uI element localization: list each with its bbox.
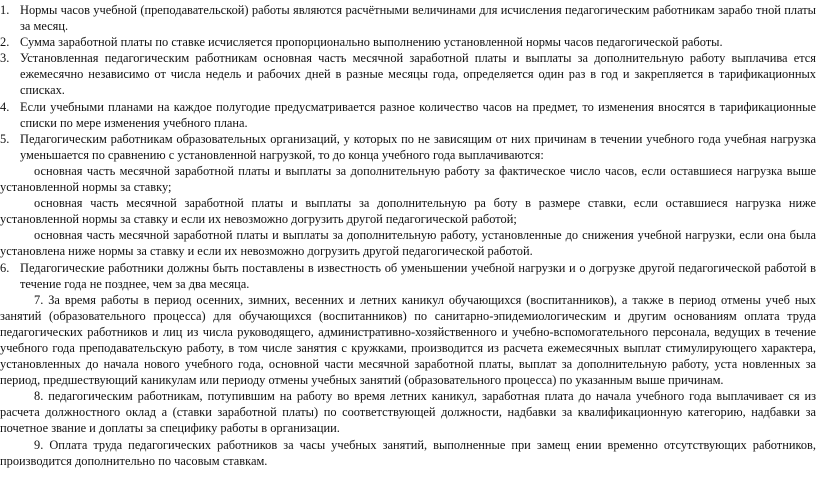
item-text: Сумма заработной платы по ставке исчисляется пропорционально выполнению установленной нормы часов педагогической работы. [20,35,723,50]
item-number: 2. [0,35,10,50]
item-number: 1. [0,3,10,17]
item-number: 6. [0,260,10,275]
item-number: 3. [0,51,10,66]
list-item-3 [0,50,816,98]
item-number: 9. [34,437,44,452]
sub-item-1: основная часть месячной заработной платы и выплаты за дополнительную работу за фактическое число часов, если оставшиеся нагрузка выше установленной нормы за ставку; [0,163,816,195]
list-item-8 [0,388,816,436]
item-number: 7. [34,292,44,307]
sub-item-2: основная часть месячной заработной платы и выплаты за дополнительную ра боту в размере ставки, если оставшиеся нагрузка ниже установленной нормы за ставку и если их невозможно догрузить другой педагогической работой; [0,196,816,227]
list-item-5 [0,131,816,163]
list-item-4 [0,99,816,131]
item-text: педагогическим работникам, потупившим на работу во время летних каникул, заработная плата до начала учебного года выплачивает ся из расчета должностного оклад а (ставки заработной платы) по соответствующей должности, надбавки за квалификационную категорию, надбавки за почетное звание и доплаты за специфику работы в организации. [0,389,816,436]
item-text: Если учебными планами на каждое полугодие предусматривается разное количество часов на предмет, то изменения вносятся в тарификационные списки по мере изменения учебного плана. [20,99,816,130]
item-number: 4. [0,99,10,114]
item-text: Нормы часов учебной (преподавательской) работы являются расчётными величинами для исчисления педагогическим работникам зарабо тной платы за месяц. [20,3,816,34]
item-text: Педагогическим работникам образовательных организаций, у которых по не зависящим от них причинам в течении учебного года учебная нагрузка уменьшается по сравнению с установленной нагрузкой, то до конца учебного года выплачиваются: [20,131,816,162]
item-number: 8. [34,389,44,404]
list-item-1 [0,2,816,34]
list-item-7 [0,292,816,389]
item-text: Педагогические работники должны быть поставлены в известность об уменьшении учебной нагрузки и о догрузке другой педагогической работой в течение года не позднее, чем за два месяца. [20,260,816,291]
item-text: Оплата труда педагогических работников за часы учебных занятий, выполненные при замещ ении временно отсутствующих работников, производится дополнительно по часовым ставкам. [0,437,816,468]
list-item-2 [0,34,816,50]
list-item-9 [0,437,816,469]
sub-item-3: основная часть месячной заработной платы и выплаты за дополнительную работу, установленные до снижения учебной нагрузки, если она была установлена ниже нормы за ставку и если их невозможно догрузить другой педагогической работой. [0,228,816,259]
item-text: За время работы в период осенних, зимних, весенних и летних каникул обучающихся (воспитанников), а также в период отмены учеб ных занятий (образовательного процесса) для обучающихся (воспитанников) по санитарно-эпидемиологическим и другим основаниям оплата труда педагогических работников и лиц из числа руководящего, административно-хозяйственного и учебно-вспомогательного персонала, ведущих в течение учебного года преподавательскую работу, в том числе занятия с кружками, производится из расчета ежемесячных выплат стимулирующего характера, установленных до начала нового учебного года, основной части месячной заработной платы, выплат за дополнительную работу, уста новленных за период, предшествующий каникулам или периоду отмены учебных занятий (образовательного процесса) по указанным выше причинам. [0,292,816,388]
list-item-6 [0,260,816,292]
item-number: 5. [0,131,10,146]
item-text: Установленная педагогическим работникам основная часть месячной заработной платы и выплаты за дополнительную работу выплачива ется ежемесячно независимо от числа недель и рабочих дней в разные месяцы года, определяется один раз в год и закрепляется в тарификационных списках. [20,51,816,98]
